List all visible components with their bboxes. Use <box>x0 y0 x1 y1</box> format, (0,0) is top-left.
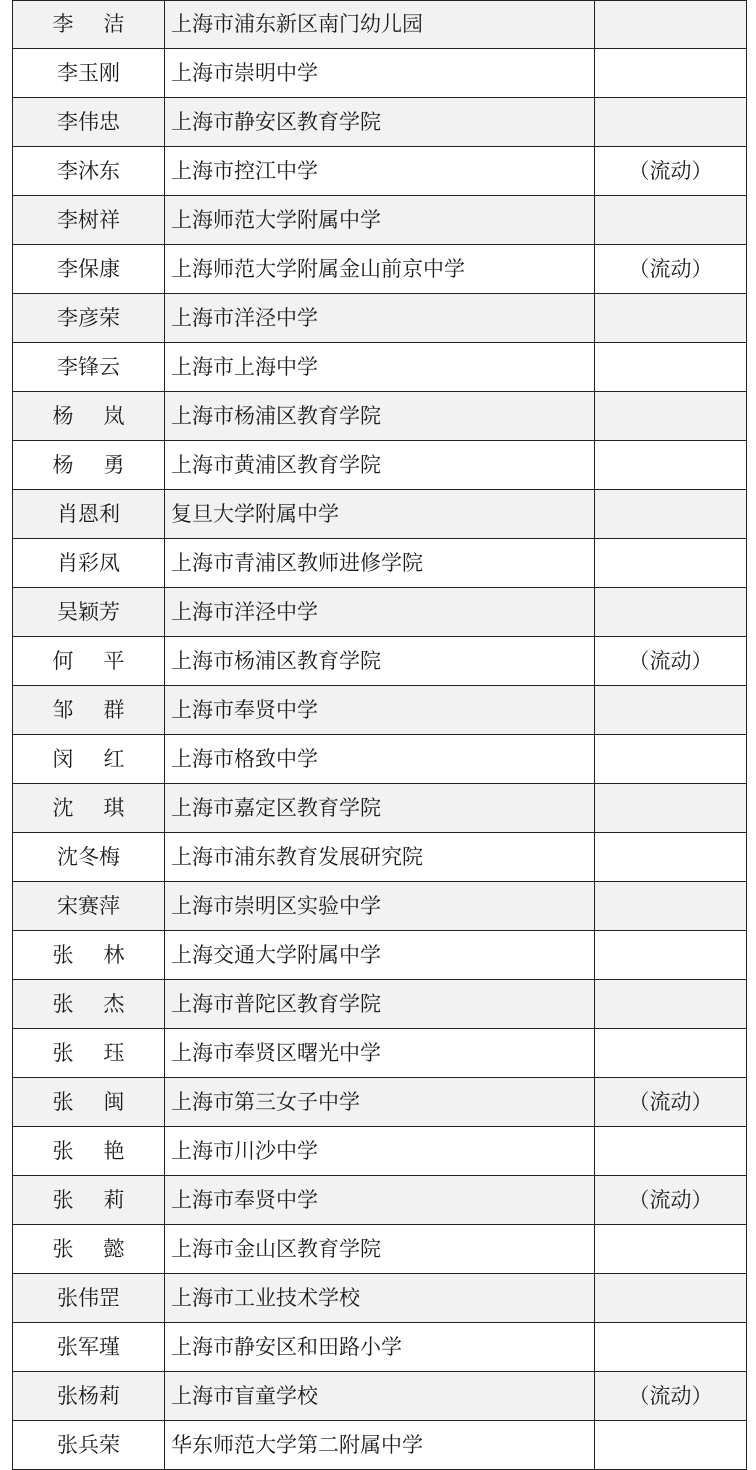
note-cell: （流动） <box>595 637 747 686</box>
name-cell <box>13 490 165 539</box>
table-row <box>13 49 747 98</box>
name-part: 李保康 <box>57 256 120 281</box>
name-part: 闵 <box>52 746 74 771</box>
table-row <box>13 441 747 490</box>
name-part: 肖彩凤 <box>57 550 120 575</box>
name-part: 红 <box>103 746 125 771</box>
note-cell <box>595 294 747 343</box>
table-row <box>13 392 747 441</box>
name-part: 杨 <box>52 452 74 477</box>
name-cell <box>13 735 165 784</box>
name-part: 林 <box>103 942 125 967</box>
name-cell <box>13 1078 165 1127</box>
name-part: 李锋云 <box>57 354 120 379</box>
table-row <box>13 735 747 784</box>
table-row <box>13 196 747 245</box>
note-cell <box>595 1127 747 1176</box>
organization-cell: 上海市盲童学校 <box>165 1372 595 1421</box>
organization-cell: 上海市川沙中学 <box>165 1127 595 1176</box>
name-cell <box>13 980 165 1029</box>
organization-cell: 上海市奉贤中学 <box>165 686 595 735</box>
name-part: 李玉刚 <box>57 60 120 85</box>
name-cell <box>13 931 165 980</box>
table-row <box>13 490 747 539</box>
name-cell <box>13 833 165 882</box>
name-cell <box>13 1127 165 1176</box>
roster-table <box>12 0 747 1470</box>
name-part: 琪 <box>103 795 125 820</box>
note-cell: （流动） <box>595 245 747 294</box>
table-row <box>13 588 747 637</box>
name-part: 沈 <box>52 795 74 820</box>
note-cell <box>595 1323 747 1372</box>
name-cell <box>13 343 165 392</box>
name-cell <box>13 1 165 49</box>
organization-cell: 上海市普陀区教育学院 <box>165 980 595 1029</box>
table-row <box>13 1176 747 1225</box>
name-part: 张杨莉 <box>57 1383 120 1408</box>
note-cell <box>595 588 747 637</box>
name-part: 莉 <box>103 1187 125 1212</box>
table-row <box>13 980 747 1029</box>
roster-body <box>13 1 747 1470</box>
name-part: 张 <box>52 1138 74 1163</box>
table-row <box>13 1323 747 1372</box>
name-cell <box>13 98 165 147</box>
organization-cell: 上海市静安区和田路小学 <box>165 1323 595 1372</box>
organization-cell: 上海市洋泾中学 <box>165 588 595 637</box>
note-cell <box>595 931 747 980</box>
note-cell <box>595 1274 747 1323</box>
name-part: 闽 <box>103 1089 125 1114</box>
name-part: 岚 <box>103 403 125 428</box>
table-row <box>13 637 747 686</box>
name-cell <box>13 1372 165 1421</box>
table-row <box>13 1 747 49</box>
name-cell <box>13 686 165 735</box>
name-part: 勇 <box>103 452 125 477</box>
name-part: 何 <box>52 648 74 673</box>
note-cell <box>595 49 747 98</box>
name-cell <box>13 49 165 98</box>
organization-cell: 上海师范大学附属金山前京中学 <box>165 245 595 294</box>
table-row <box>13 1372 747 1421</box>
organization-cell: 复旦大学附属中学 <box>165 490 595 539</box>
name-cell <box>13 588 165 637</box>
name-part: 张 <box>52 1236 74 1261</box>
organization-cell: 上海市静安区教育学院 <box>165 98 595 147</box>
name-part: 洁 <box>103 12 125 36</box>
organization-cell: 上海市浦东新区南门幼儿园 <box>165 1 595 49</box>
name-cell <box>13 882 165 931</box>
name-part: 张 <box>52 1040 74 1065</box>
name-part: 肖恩利 <box>57 501 120 526</box>
name-cell <box>13 441 165 490</box>
table-row <box>13 98 747 147</box>
note-cell <box>595 735 747 784</box>
name-part: 李伟忠 <box>57 109 120 134</box>
name-part: 平 <box>103 648 125 673</box>
name-cell <box>13 1421 165 1470</box>
table-row <box>13 882 747 931</box>
name-part: 沈冬梅 <box>57 844 120 869</box>
organization-cell: 上海市青浦区教师进修学院 <box>165 539 595 588</box>
note-cell <box>595 882 747 931</box>
note-cell <box>595 343 747 392</box>
organization-cell: 上海市崇明中学 <box>165 49 595 98</box>
name-cell <box>13 245 165 294</box>
roster-sheet <box>12 0 746 1470</box>
note-cell <box>595 784 747 833</box>
table-row <box>13 1421 747 1470</box>
name-part: 张 <box>52 942 74 967</box>
name-part: 吴颖芳 <box>57 599 120 624</box>
table-row <box>13 686 747 735</box>
name-part: 宋赛萍 <box>57 893 120 918</box>
name-part: 张伟罡 <box>57 1285 120 1310</box>
note-cell <box>595 490 747 539</box>
organization-cell: 上海市洋泾中学 <box>165 294 595 343</box>
name-cell <box>13 1176 165 1225</box>
name-part: 张军瑾 <box>57 1334 120 1359</box>
note-cell <box>595 833 747 882</box>
table-row <box>13 343 747 392</box>
organization-cell: 上海交通大学附属中学 <box>165 931 595 980</box>
table-row <box>13 784 747 833</box>
organization-cell: 上海市杨浦区教育学院 <box>165 392 595 441</box>
organization-cell: 上海市控江中学 <box>165 147 595 196</box>
name-part: 张 <box>52 991 74 1016</box>
name-part: 李树祥 <box>57 207 120 232</box>
note-cell <box>595 980 747 1029</box>
name-cell <box>13 196 165 245</box>
organization-cell: 上海市崇明区实验中学 <box>165 882 595 931</box>
name-cell <box>13 1323 165 1372</box>
name-part: 张兵荣 <box>57 1432 120 1457</box>
name-part: 李 <box>52 12 74 36</box>
name-cell <box>13 1029 165 1078</box>
name-cell <box>13 1274 165 1323</box>
name-cell <box>13 294 165 343</box>
table-row <box>13 1078 747 1127</box>
table-row <box>13 539 747 588</box>
note-cell <box>595 1225 747 1274</box>
name-part: 邹 <box>52 697 74 722</box>
table-row <box>13 833 747 882</box>
name-cell <box>13 784 165 833</box>
note-cell: （流动） <box>595 1176 747 1225</box>
table-row <box>13 1029 747 1078</box>
organization-cell: 上海市奉贤区曙光中学 <box>165 1029 595 1078</box>
table-row <box>13 1274 747 1323</box>
organization-cell: 上海市金山区教育学院 <box>165 1225 595 1274</box>
organization-cell: 上海市工业技术学校 <box>165 1274 595 1323</box>
table-row <box>13 294 747 343</box>
organization-cell: 上海市奉贤中学 <box>165 1176 595 1225</box>
note-cell <box>595 539 747 588</box>
organization-cell: 上海市格致中学 <box>165 735 595 784</box>
table-row <box>13 1127 747 1176</box>
note-cell <box>595 392 747 441</box>
name-part: 珏 <box>103 1040 125 1065</box>
table-row <box>13 931 747 980</box>
name-part: 李沐东 <box>57 158 120 183</box>
note-cell <box>595 1029 747 1078</box>
name-cell <box>13 147 165 196</box>
note-cell <box>595 1 747 49</box>
name-part: 李彦荣 <box>57 305 120 330</box>
name-part: 懿 <box>103 1236 125 1261</box>
name-part: 艳 <box>103 1138 125 1163</box>
table-row <box>13 147 747 196</box>
note-cell <box>595 98 747 147</box>
note-cell <box>595 441 747 490</box>
name-cell <box>13 392 165 441</box>
table-row <box>13 1225 747 1274</box>
name-part: 杨 <box>52 403 74 428</box>
name-part: 杰 <box>103 991 125 1016</box>
note-cell <box>595 196 747 245</box>
name-part: 张 <box>52 1089 74 1114</box>
note-cell: （流动） <box>595 1372 747 1421</box>
organization-cell: 上海师范大学附属中学 <box>165 196 595 245</box>
name-part: 张 <box>52 1187 74 1212</box>
organization-cell: 上海市黄浦区教育学院 <box>165 441 595 490</box>
table-row <box>13 245 747 294</box>
name-cell <box>13 539 165 588</box>
organization-cell: 上海市杨浦区教育学院 <box>165 637 595 686</box>
note-cell: （流动） <box>595 1078 747 1127</box>
note-cell <box>595 1421 747 1470</box>
name-cell <box>13 1225 165 1274</box>
organization-cell: 上海市嘉定区教育学院 <box>165 784 595 833</box>
organization-cell: 华东师范大学第二附属中学 <box>165 1421 595 1470</box>
organization-cell: 上海市浦东教育发展研究院 <box>165 833 595 882</box>
organization-cell: 上海市第三女子中学 <box>165 1078 595 1127</box>
note-cell: （流动） <box>595 147 747 196</box>
note-cell <box>595 686 747 735</box>
name-cell <box>13 637 165 686</box>
name-part: 群 <box>103 697 125 722</box>
organization-cell: 上海市上海中学 <box>165 343 595 392</box>
